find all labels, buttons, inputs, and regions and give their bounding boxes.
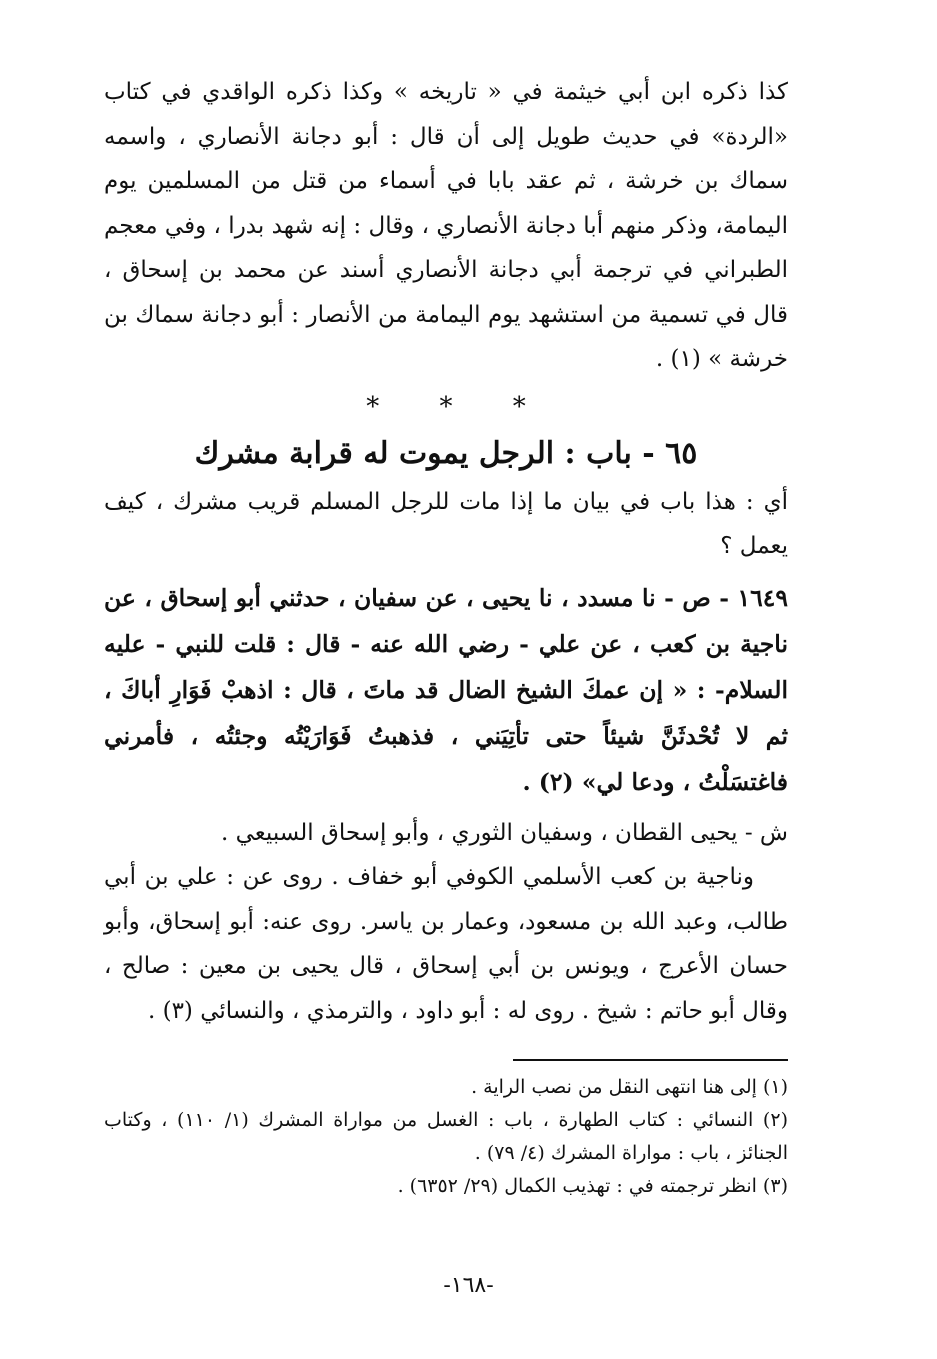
footnote-3: (٣) انظر ترجمته في : تهذيب الكمال (٢٩/ ٦٣٥٢) . xyxy=(397,1175,788,1197)
commentary-first-line: ش - يحيى القطان ، وسفيان الثوري ، وأبو إسحاق السبيعي . xyxy=(221,819,788,846)
chapter-intro-paragraph: أي : هذا باب في بيان ما إذا مات للرجل المسلم قريب مشرك ، كيف يعمل ؟ xyxy=(104,488,788,559)
separator-star: * xyxy=(366,391,380,422)
body-paragraph-continuation: كذا ذكره ابن أبي خيثمة في « تاريخه » وكذا ذكره الواقدي في كتاب «الردة» في حديث طويل إلى أن قال : أبو دجانة الأنصاري ، واسمه سماك بن خرشة ، ثم عقد بابا في أسماء من قتل من المسلمين يوم اليمامة، وذكر منهم أبا دجانة الأنصاري ، وقال : إنه شهد بدرا ، وفي معجم الطبراني في ترجمة أبي دجانة الأنصاري أسند عن محمد بن إسحاق ، قال في تسمية من استشهد يوم اليمامة من الأنصار : أبو دجانة سماك بن خرشة » (١) . xyxy=(104,79,788,372)
separator-star: * xyxy=(512,391,526,422)
page-number: -١٦٨- xyxy=(443,1273,494,1298)
footnote-divider xyxy=(513,1059,788,1061)
footnote-1: (١) إلى هنا انتهى النقل من نصب الراية . xyxy=(471,1076,788,1098)
commentary-paragraph: وناجية بن كعب الأسلمي الكوفي أبو خفاف . روى عن : علي بن أبي طالب، وعبد الله بن مسعود، وعمار بن ياسر. روى عنه: أبو إسحاق، وأبو حسان الأعرج ، ويونس بن أبي إسحاق ، قال يحيى بن معين : صالح ، وقال أبو حاتم : شيخ . روى له : أبو داود ، والترمذي ، والنسائي (٣) . xyxy=(104,864,788,1024)
footnote-2: (٢) النسائي : كتاب الطهارة ، باب : الغسل من مواراة المشرك (١/ ١١٠) ، وكتاب الجنائز ، باب : مواراة المشرك (٤/ ٧٩) . xyxy=(104,1109,788,1164)
chapter-heading: ٦٥ - باب : الرجل يموت له قرابة مشرك xyxy=(194,435,698,471)
page-content xyxy=(104,70,788,1203)
separator-star: * xyxy=(439,391,453,422)
section-separator-stars xyxy=(104,388,788,426)
hadith-text: ١٦٤٩ - ص - نا مسدد ، نا يحيى ، عن سفيان ، حدثني أبو إسحاق ، عن ناجية بن كعب ، عن علي - رضي الله عنه - قال : قلت للنبي - عليه السلام- : « إن عمكَ الشيخ الضال قد ماتَ ، قال : اذهبْ فَوَارِ أباكَ ، ثم لا تُحْدثَنَّ شيئاً حتى تأتِيَني ، فذهبتُ فَوَارَيْتُه وجئتُه ، فأمرني فاغتسَلْتُ ، ودعا لي» (٢) . xyxy=(104,583,788,796)
